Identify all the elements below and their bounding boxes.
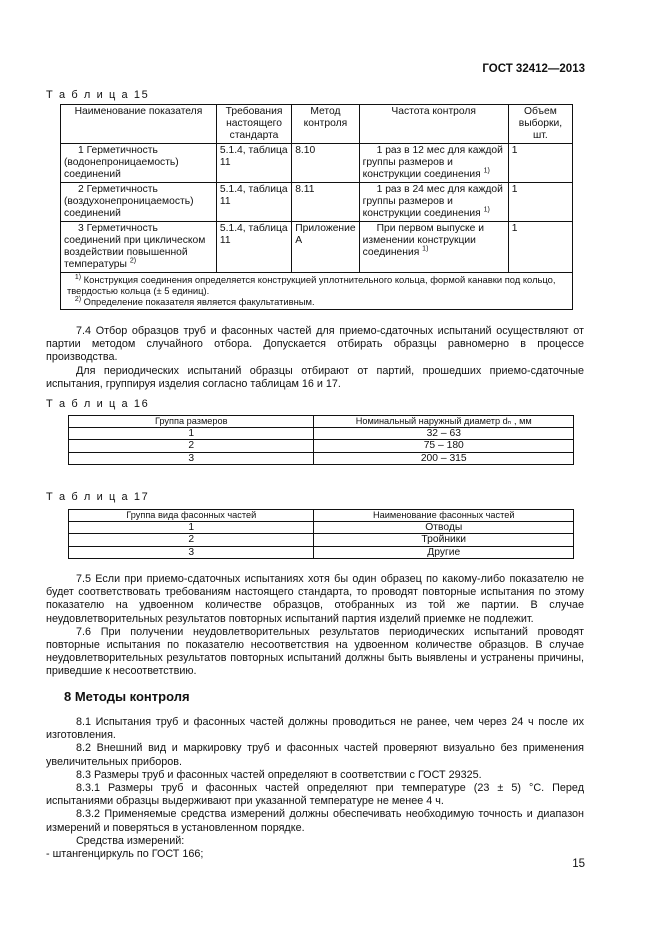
section-8-title: 8 Методы контроля [64, 689, 190, 704]
standard-header: ГОСТ 32412—2013 [482, 63, 585, 75]
paragraph: 8.3.1 Размеры труб и фасонных частей определяют при температуре (23 ± 5) °С. Перед испытаниями образцы выдерживают при указанной температуре не менее 4 ч. [46, 782, 584, 808]
text-block-8 [46, 716, 584, 861]
table-cell: 32 – 63 [314, 428, 574, 440]
header-cell: Частота контроля [359, 105, 508, 144]
paragraph: 7.4 Отбор образцов труб и фасонных частей для приемо-сдаточных испытаний осуществляют от партии методом случайного отбора. Допускается отбирать образцы равномерно в процессе производства. [46, 325, 584, 364]
table-cell: 8.11 [292, 183, 359, 222]
paragraph: 7.6 При получении неудовлетворительных результатов периодических испытаний проводят повторные испытания по показателю несоответствия на удвоенном количестве образцов. В случае неудовлетворительных результатов повторных испытаний должны быть выявлены и устранены причины, приведшие к несоответствию. [46, 625, 584, 678]
table-cell: 2 [69, 440, 314, 452]
header-cell: Метод контроля [292, 105, 359, 144]
paragraph: 7.5 Если при приемо-сдаточных испытаниях хотя бы один образец по какому-либо показателю не будет соответствовать требованиям настоящего стандарта, то проводят повторные испытания по этому показателю на удвоенном количестве образцов, отобранных из той же партии. В случае неудовлетворительных результатов повторных испытаний партия изделий приемке не подлежит. [46, 573, 584, 625]
table-header-row [61, 105, 573, 144]
paragraph: Средства измерений: [76, 834, 185, 847]
table-cell: 200 – 315 [314, 452, 574, 464]
header-cell: Группа размеров [69, 416, 314, 428]
table-cell: 1 [69, 522, 314, 534]
table-cell: Тройники [314, 534, 574, 546]
header-cell: Группа вида фасонных частей [69, 510, 314, 522]
table-17-caption: Т а б л и ц а 17 [46, 491, 150, 503]
footnote: $^{1)}$ Конструкция соединения определяется конструкцией уплотнительного кольца, формой канавки под кольцо, твердостью кольца (± 5 единиц). [67, 273, 556, 296]
table-cell: 2 [69, 534, 314, 546]
text-block-7-4 [46, 325, 584, 391]
paragraph: 8.3 Размеры труб и фасонных частей определяют в соответствии с ГОСТ 29325. [76, 768, 482, 781]
table-row [69, 428, 574, 440]
table-header-row [69, 510, 574, 522]
table-16-caption: Т а б л и ц а 16 [46, 398, 150, 410]
table-cell: Другие [314, 546, 574, 558]
table-cell: 1 [508, 144, 572, 183]
table-row [69, 546, 574, 558]
table-row [69, 452, 574, 464]
table-cell: 3 [69, 452, 314, 464]
table-row [69, 440, 574, 452]
table-cell: 3 [69, 546, 314, 558]
table-cell: 1 раз в 24 мес для каждой группы размеров и конструкции соединения $^{1)}$ [359, 183, 508, 222]
table-cell: Отводы [314, 522, 574, 534]
table-cell: 75 – 180 [314, 440, 574, 452]
text-block-7-5-7-6 [46, 573, 584, 679]
header-cell: Наименование показателя [61, 105, 217, 144]
table-cell: Приложение А [292, 222, 359, 273]
table-cell: 2 Герметичность (воздухонепроницаемость) соединений [61, 183, 217, 222]
table-17 [68, 509, 574, 559]
paragraph: 8.1 Испытания труб и фасонных частей должны проводиться не ранее, чем через 24 ч после их изготовления. [46, 716, 584, 742]
table-cell: 3 Герметичность соединений при циклическом воздействии повышенной температуры $^{2)}$ [61, 222, 217, 273]
table-row [69, 534, 574, 546]
header-cell: Требования настоящего стандарта [216, 105, 291, 144]
table-footnotes-row [61, 273, 573, 310]
table-cell: 8.10 [292, 144, 359, 183]
table-row [61, 144, 573, 183]
footnote: $^{2)}$ Определение показателя является факультативным. [74, 295, 315, 307]
header-cell: Наименование фасонных частей [314, 510, 574, 522]
table-row [69, 522, 574, 534]
table-15-caption: Т а б л и ц а 15 [46, 89, 150, 101]
table-footnotes [61, 273, 573, 310]
table-cell: 1 [508, 183, 572, 222]
table-cell: 1 Герметичность (водонепроницаемость) соединений [61, 144, 217, 183]
table-row [61, 183, 573, 222]
header-cell: Объем выборки, шт. [508, 105, 572, 144]
table-15 [60, 104, 573, 310]
table-cell: 5.1.4, таблица 11 [216, 144, 291, 183]
page-number: 15 [572, 858, 585, 870]
table-cell: При первом выпуске и изменении конструкции соединения $^{1)}$ [359, 222, 508, 273]
table-cell: 5.1.4, таблица 11 [216, 183, 291, 222]
table-cell: 5.1.4, таблица 11 [216, 222, 291, 273]
paragraph: 8.3.2 Применяемые средства измерений должны обеспечивать необходимую точность и диапазон измерений и поверяться в установленном порядке. [46, 808, 584, 834]
paragraph: 8.2 Внешний вид и маркировку труб и фасонных частей проверяют визуально без применения увеличительных приборов. [46, 742, 584, 768]
table-cell: 1 [508, 222, 572, 273]
paragraph: Для периодических испытаний образцы отбирают от партий, прошедших приемо-сдаточные испытания, группируя изделия согласно таблицам 16 и 17. [46, 364, 584, 390]
table-header-row [69, 416, 574, 428]
table-16 [68, 415, 574, 465]
header-cell: Номинальный наружный диаметр dₙ , мм [314, 416, 574, 428]
table-cell: 1 раз в 12 мес для каждой группы размеров и конструкции соединения $^{1)}$ [359, 144, 508, 183]
table-cell: 1 [69, 428, 314, 440]
list-item: - штангенциркуль по ГОСТ 166; [46, 848, 204, 861]
table-row [61, 222, 573, 273]
